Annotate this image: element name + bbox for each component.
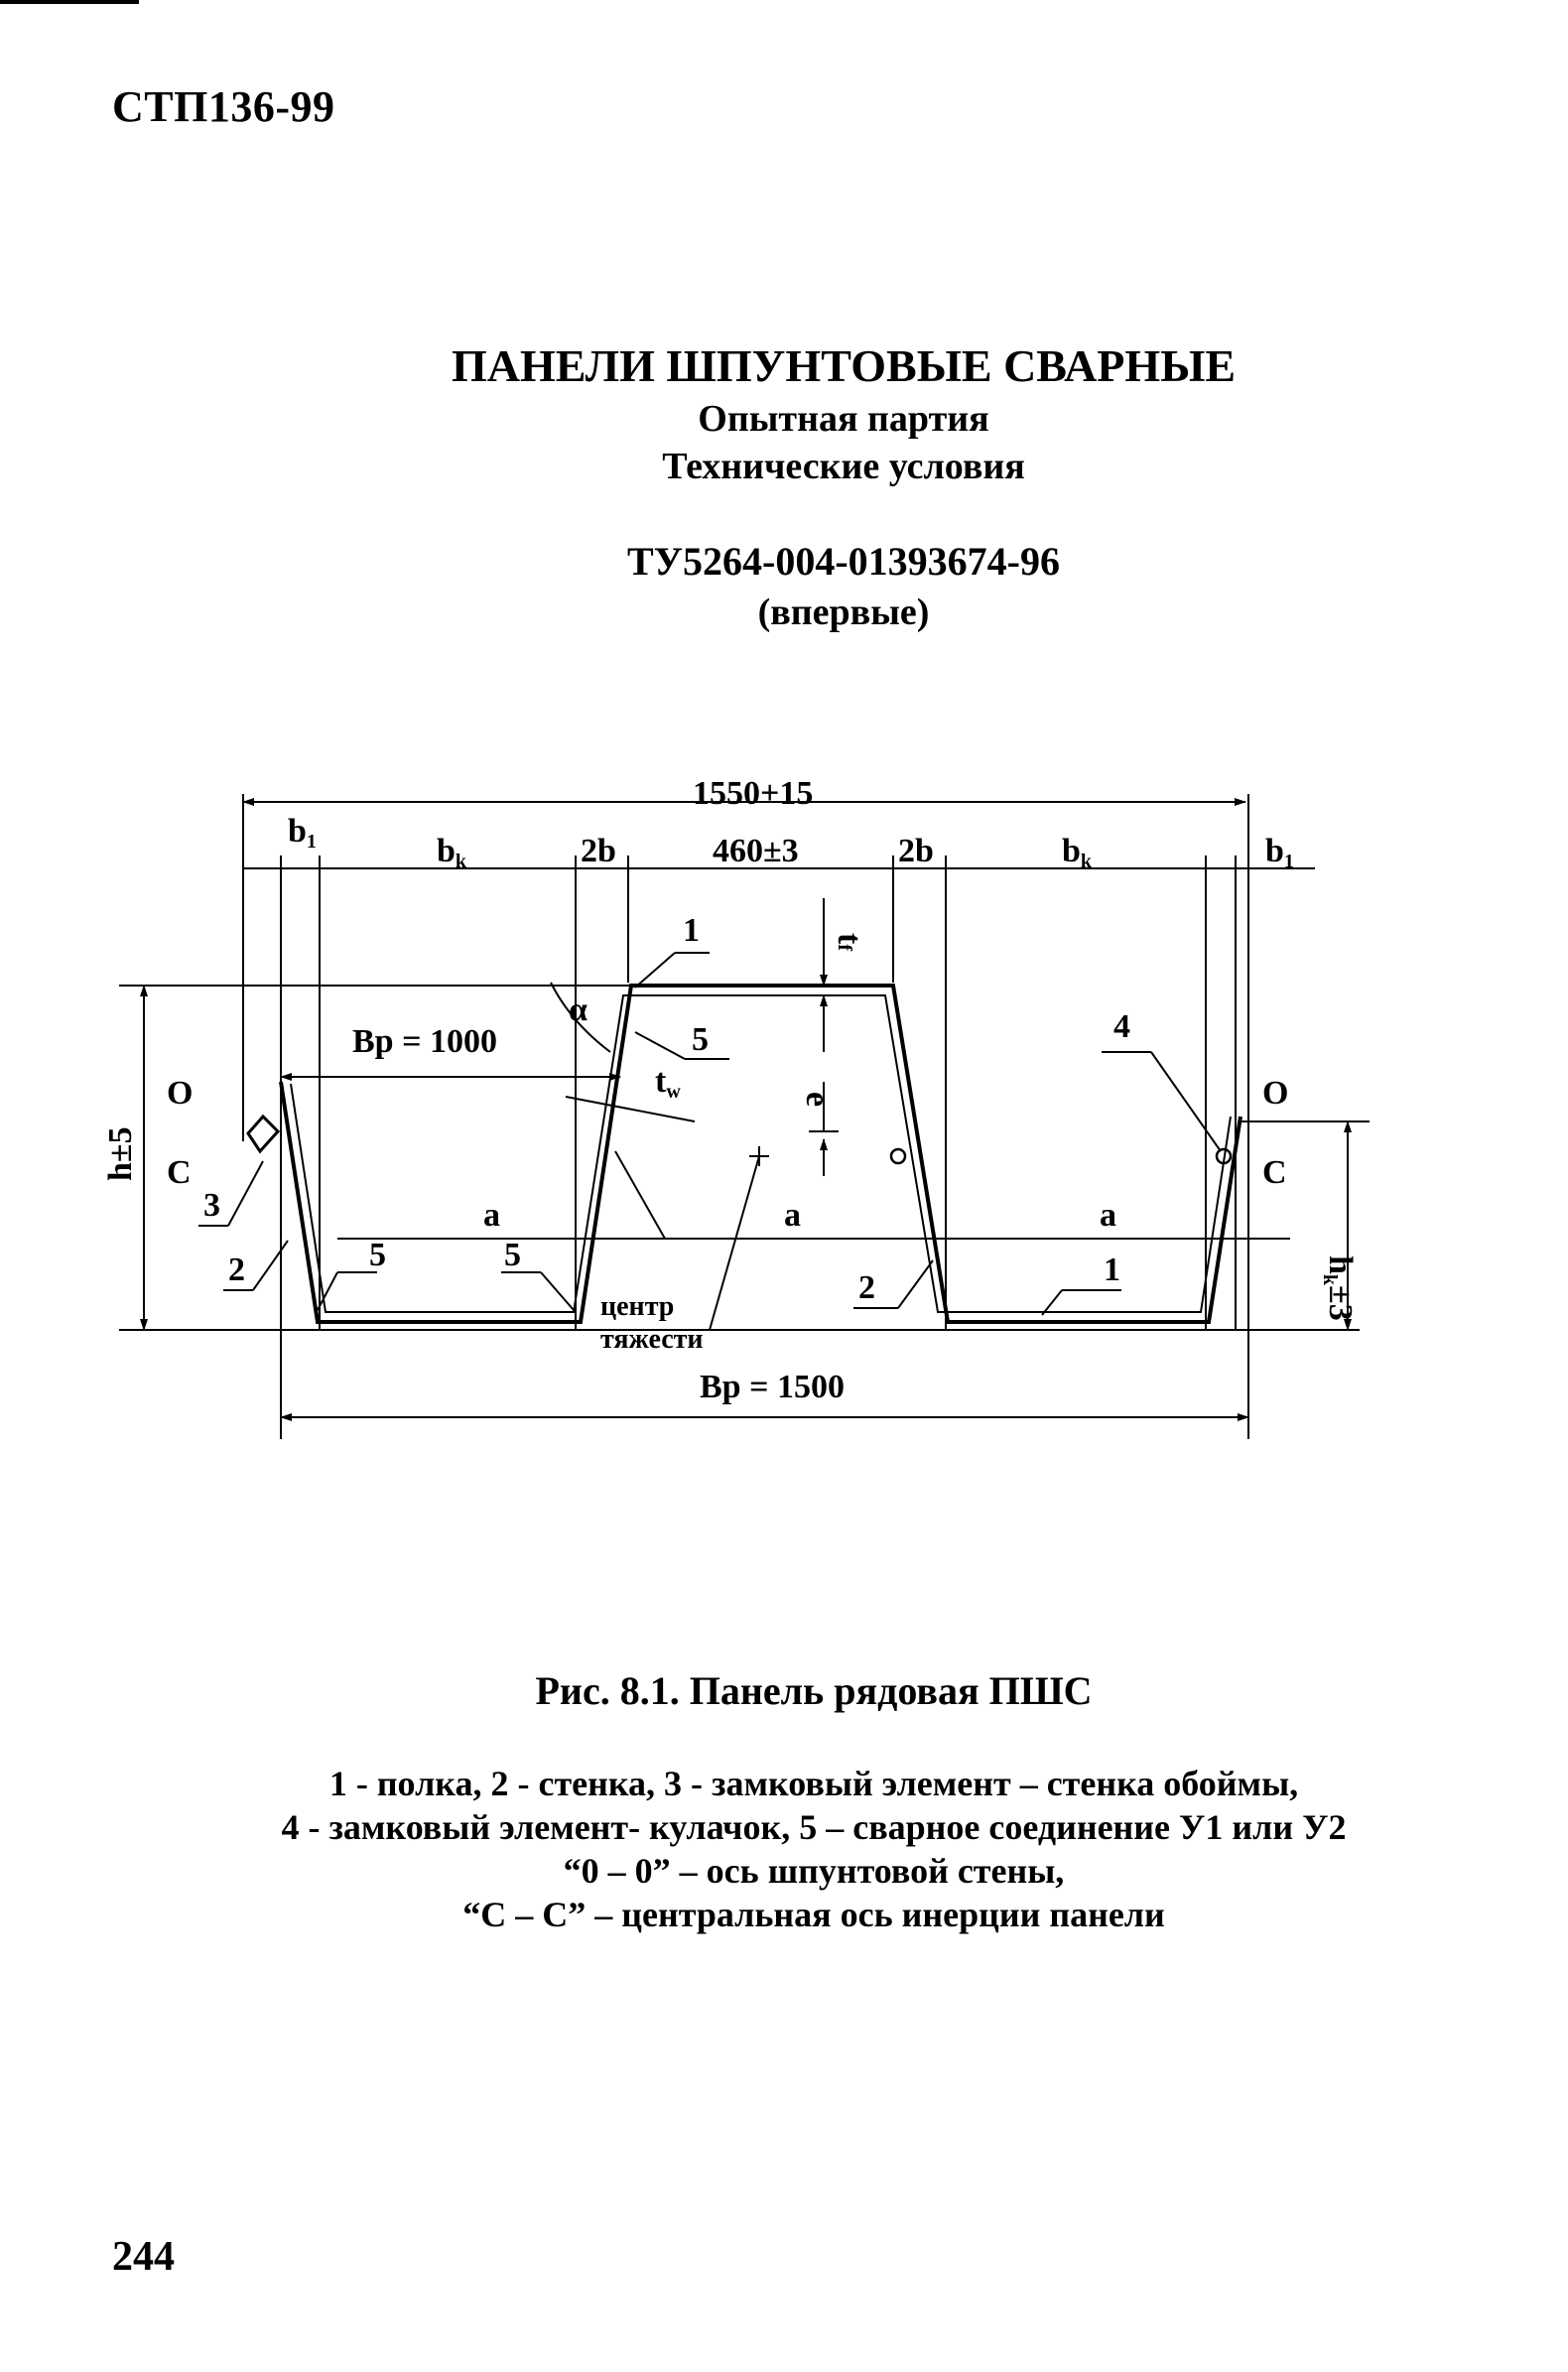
callout-5-right: 5 <box>504 1237 521 1273</box>
top-rule <box>0 0 139 4</box>
callout-2-left: 2 <box>228 1252 245 1288</box>
callout-2-center: 2 <box>858 1269 875 1306</box>
callout-3: 3 <box>203 1187 220 1224</box>
dim-label-2b-right: 2b <box>898 833 934 869</box>
svg-text:b1: b1 <box>288 813 317 853</box>
svg-text:bk: bk <box>1062 833 1093 872</box>
figure-caption: Рис. 8.1. Панель рядовая ПШС <box>535 1668 1093 1713</box>
legend-line: “С – С” – центральная ось инерции панели <box>462 1895 1165 1934</box>
legend-line: “0 – 0” – ось шпунтовой стены, <box>563 1851 1065 1891</box>
legend-line: 1 - полка, 2 - стенка, 3 - замковый элемент – стенка обоймы, <box>328 1764 1299 1803</box>
dim-label-a-3: a <box>1100 1197 1116 1234</box>
axis-c-right: C <box>1262 1154 1287 1191</box>
callout-4: 4 <box>1113 1008 1130 1045</box>
cg-label-line1: центр <box>600 1291 675 1322</box>
lock-element-left <box>248 1117 278 1151</box>
dim-label-bp1000: Bp = 1000 <box>352 1023 497 1060</box>
dim-label-bp1500: Bp = 1500 <box>700 1369 845 1405</box>
page-number: 244 <box>112 2234 175 2280</box>
legend-line: 4 - замковый элемент- кулачок, 5 – сварное соединение У1 или У2 <box>281 1807 1347 1847</box>
svg-text:hk±3: hk±3 <box>1319 1255 1359 1321</box>
dim-label-a-1: a <box>483 1197 500 1234</box>
svg-text:tf: tf <box>831 933 867 951</box>
edition-note: (впервые) <box>757 592 930 633</box>
axis-c-left: C <box>167 1154 192 1191</box>
axis-o-right: O <box>1262 1075 1289 1112</box>
dim-label-total: 1550+15 <box>693 775 814 812</box>
svg-text:b1: b1 <box>1265 833 1294 872</box>
figure-legend <box>60 1762 1568 1936</box>
dim-label-2b-left: 2b <box>581 833 616 869</box>
callout-1-top: 1 <box>683 912 700 949</box>
callout-5-top: 5 <box>692 1021 709 1058</box>
specification-number: ТУ5264-004-01393674-96 <box>627 539 1060 584</box>
angle-alpha: α <box>569 991 588 1028</box>
cam-circle-center <box>891 1149 905 1163</box>
document-title: ПАНЕЛИ ШПУНТОВЫЕ СВАРНЫЕ <box>451 340 1237 391</box>
cg-label-line2: тяжести <box>600 1324 704 1355</box>
document-subtitle-batch: Опытная партия <box>698 398 989 440</box>
panel-drawing <box>0 754 1568 1479</box>
dim-label-e: e <box>799 1092 836 1108</box>
svg-text:tw: tw <box>655 1063 681 1103</box>
callout-5-left: 5 <box>369 1237 386 1273</box>
dim-label-460: 460±3 <box>713 833 799 869</box>
callout-1-bottom: 1 <box>1104 1252 1120 1288</box>
dim-label-a-2: a <box>784 1197 801 1234</box>
axis-o-left: O <box>167 1075 194 1112</box>
svg-text:bk: bk <box>437 833 467 872</box>
dim-label-h: h±5 <box>102 1126 139 1181</box>
document-code: СТП136-99 <box>112 82 335 131</box>
document-subtitle-spec: Технические условия <box>662 446 1025 487</box>
